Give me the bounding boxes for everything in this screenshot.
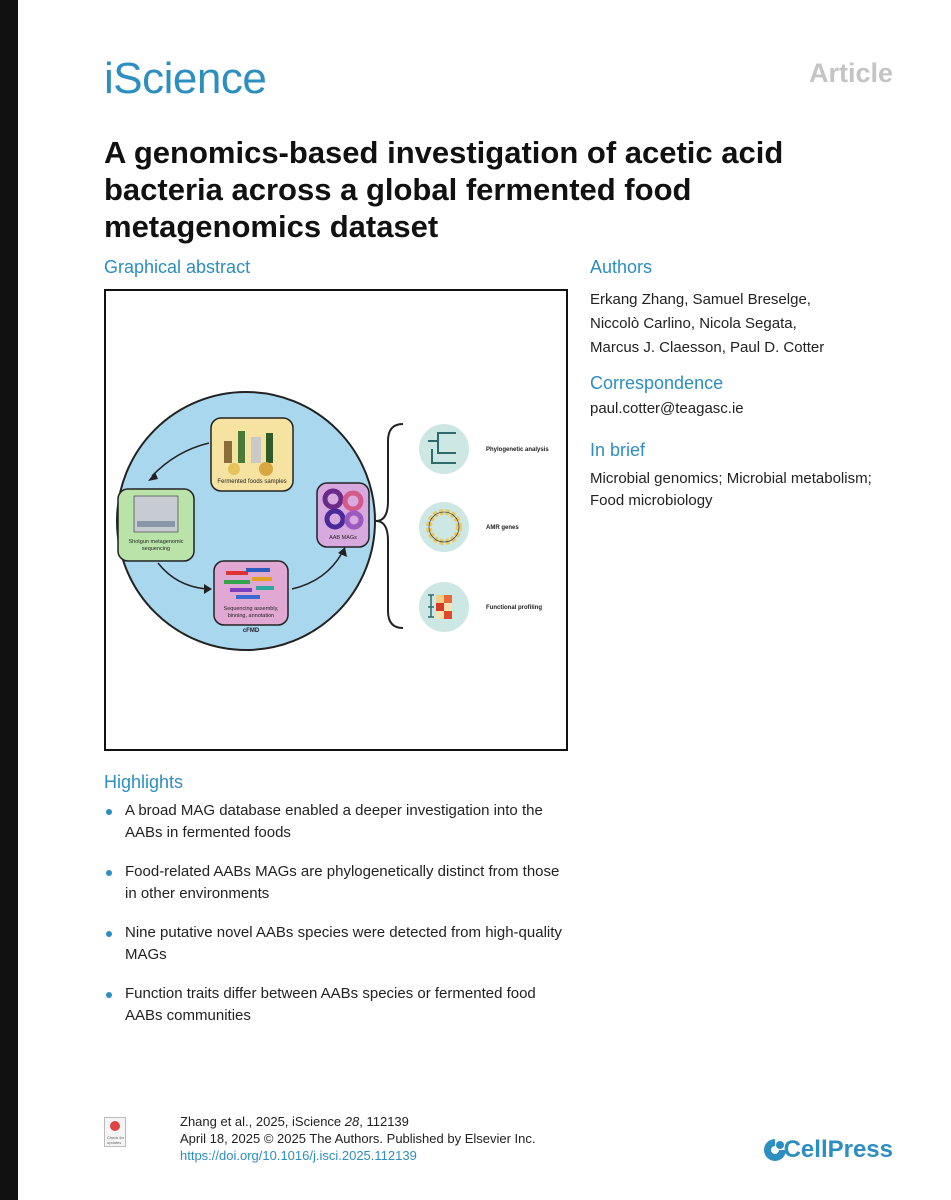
shotgun-label-2: sequencing <box>141 546 171 552</box>
highlights-heading: Highlights <box>104 772 184 792</box>
graphical-abstract-figure <box>106 291 570 753</box>
highlight-text: Function traits differ between AABs species or fermented food AABs communities <box>125 985 536 1024</box>
highlight-item <box>104 861 574 905</box>
highlight-text: A broad MAG database enabled a deeper investigation into the AABs in fermented foods <box>125 802 543 841</box>
graphical-abstract-heading: Graphical abstract <box>104 257 251 277</box>
phylogenetic-bubble <box>419 424 469 474</box>
fermented-foods-label: Fermented foods samples <box>217 479 287 485</box>
check-for-updates-label: Check for updates <box>107 1135 125 1145</box>
in-brief-text: Microbial genomics; Microbial metabolism; Food microbiology <box>590 470 872 509</box>
citation-text: Zhang et al., 2025, iScience <box>180 1114 345 1129</box>
author-line: Marcus J. Claesson, Paul D. Cotter <box>590 339 825 356</box>
bullet-icon <box>106 992 112 998</box>
bullet-icon <box>106 809 112 815</box>
highlight-item <box>104 800 574 844</box>
assembly-label-1: Sequencing assembly, <box>223 606 279 612</box>
citation-block <box>180 1113 536 1164</box>
correspondence-heading: Correspondence <box>590 373 724 393</box>
phylogenetic-label: Phylogenetic analysis <box>486 447 549 453</box>
left-edge-bar <box>0 0 18 1200</box>
check-for-updates-icon[interactable] <box>104 1117 126 1147</box>
citation-article-no: , 112139 <box>359 1114 409 1129</box>
author-line: Erkang Zhang, Samuel Breselge, <box>590 291 811 308</box>
assembly-label-2: binning, annotation <box>227 613 275 619</box>
highlight-item <box>104 983 574 1027</box>
doi-link[interactable]: https://doi.org/10.1016/j.isci.2025.112139 <box>180 1148 417 1163</box>
functional-label: Functional profiling <box>486 605 542 611</box>
article-title: A genomics-based investigation of acetic acid bacteria across a global fermented food metagenomics dataset <box>104 135 784 244</box>
journal-name: iScience <box>104 54 267 103</box>
graphical-abstract[interactable] <box>104 289 568 751</box>
authors-list <box>590 288 890 360</box>
highlight-text: Nine putative novel AABs species were detected from high-quality MAGs <box>125 924 562 963</box>
cfmd-label: cFMD <box>242 628 260 634</box>
shotgun-label-1: Shotgun metagenomic <box>128 539 184 545</box>
highlight-text: Food-related AABs MAGs are phylogenetically distinct from those in other environments <box>125 863 560 902</box>
brace <box>376 424 403 628</box>
aab-mags-label: AAB MAGs <box>329 535 357 541</box>
amr-label: AMR genes <box>486 525 519 531</box>
bullet-icon <box>106 870 112 876</box>
in-brief-heading: In brief <box>590 440 646 460</box>
authors-heading: Authors <box>590 257 653 277</box>
highlight-item <box>104 922 574 966</box>
bullet-icon <box>106 931 112 937</box>
citation-line <box>180 1113 536 1130</box>
correspondence-email[interactable]: paul.cotter@teagasc.ie <box>590 400 744 417</box>
author-line: Niccolò Carlino, Nicola Segata, <box>590 315 797 332</box>
article-type-label: Article <box>808 58 893 88</box>
citation-volume: 28 <box>344 1114 360 1129</box>
highlights-list <box>104 800 574 1044</box>
publisher-logo[interactable]: CellPress <box>783 1136 893 1163</box>
published-line: April 18, 2025 © 2025 The Authors. Published by Elsevier Inc. <box>180 1131 536 1146</box>
